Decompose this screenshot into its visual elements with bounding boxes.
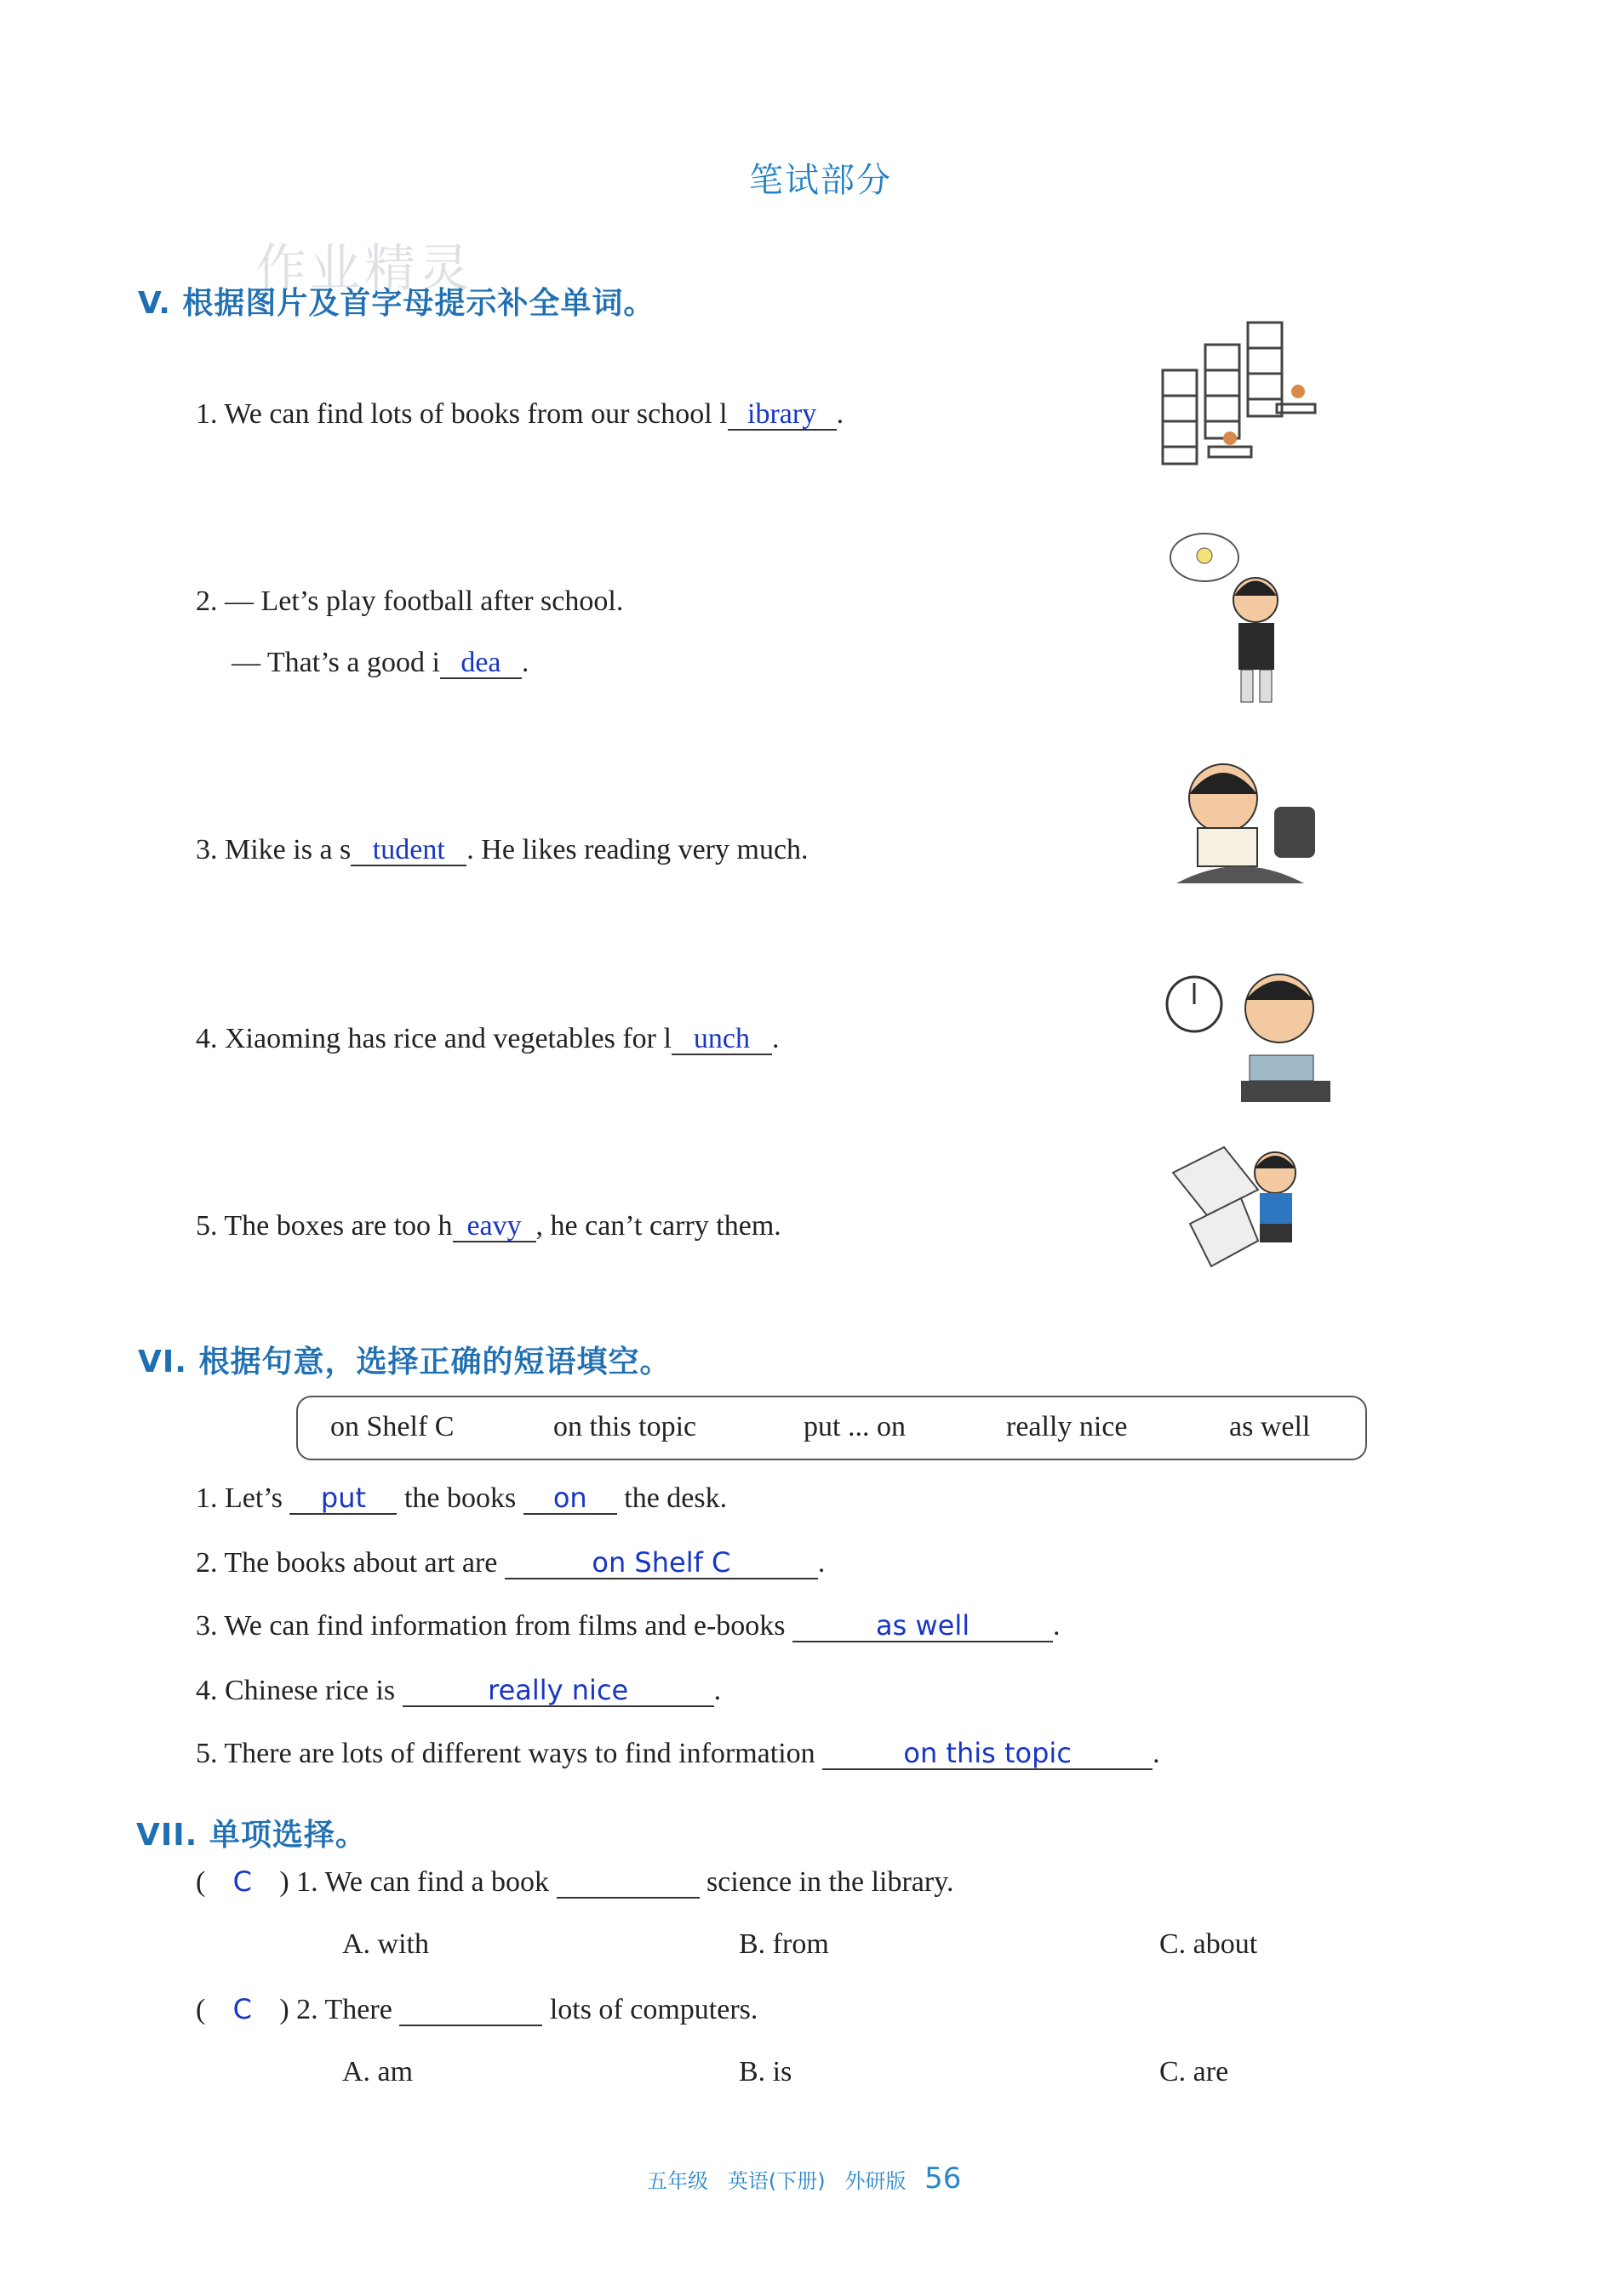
s7-q2-answer[interactable]: C (232, 1993, 252, 2025)
s7-q1-option-b[interactable]: B. from (739, 1928, 829, 1960)
s5-item-2b: — That’s a good i dea . (232, 647, 529, 678)
phrase-on-shelf-c: on Shelf C (330, 1411, 455, 1442)
footer-subject: 英语 (727, 2169, 769, 2193)
s7-q1-option-a[interactable]: A. with (342, 1928, 429, 1960)
s5-blank-4[interactable]: unch (672, 1025, 772, 1055)
phrase-on-this-topic: on this topic (553, 1411, 697, 1442)
footer-edition: 外研版 (844, 2169, 907, 2193)
s7-q1-option-c[interactable]: C. about (1159, 1928, 1258, 1960)
page-number: 56 (924, 2162, 962, 2196)
s5-blank-1[interactable]: ibrary (728, 400, 837, 431)
s6-q3-blank[interactable]: as well (792, 1612, 1053, 1642)
s5-blank-2[interactable]: dea (440, 648, 522, 679)
boy-idea-picture-icon (1166, 528, 1311, 706)
s6-q1-blank-2[interactable]: on (523, 1484, 617, 1515)
student-reading-picture-icon (1159, 756, 1321, 900)
s6-question-4: 4. Chinese rice is really nice . (196, 1674, 722, 1706)
s6-q5-blank[interactable]: on this topic (822, 1739, 1153, 1770)
s7-q1-answer[interactable]: C (232, 1865, 252, 1898)
s5-item-2a: 2. — Let’s play football after school. (196, 585, 624, 617)
phrase-put-on: put ... on (804, 1411, 906, 1442)
s5-item-3: 3. Mike is a s tudent . He likes reading very much. (196, 834, 809, 865)
s6-question-1: 1. Let’s put the books on the desk. (196, 1482, 728, 1514)
section-6-heading: VI. 根据句意，选择正确的短语填空。 (138, 1345, 672, 1379)
s7-q2-blank (399, 1996, 542, 2026)
page-footer (647, 2162, 961, 2196)
s5-blank-5[interactable]: eavy (453, 1212, 536, 1242)
s5-item-1: 1. We can find lots of books from our school l ibrary . (196, 398, 844, 430)
s5-item-5: 5. The boxes are too h eavy , he can’t carry them. (196, 1210, 781, 1242)
phrase-as-well: as well (1229, 1411, 1311, 1442)
phrase-bank (296, 1396, 1367, 1460)
watermark: 作业精灵 (255, 239, 473, 299)
s6-q2-blank[interactable]: on Shelf C (505, 1549, 818, 1579)
section-5-heading: V. 根据图片及首字母提示补全单词。 (138, 286, 655, 321)
footer-volume: (下册) (768, 2169, 826, 2193)
s6-q1-blank-1[interactable]: put (289, 1484, 397, 1515)
s6-question-5: 5. There are lots of different ways to find information on this topic . (196, 1737, 1160, 1769)
s7-q2-option-b[interactable]: B. is (739, 2056, 792, 2088)
heavy-boxes-picture-icon (1164, 1139, 1318, 1279)
s7-q1-blank (557, 1868, 700, 1899)
s5-item-4: 4. Xiaoming has rice and vegetables for l unch . (196, 1023, 780, 1054)
s6-question-2: 2. The books about art are on Shelf C . (196, 1546, 826, 1579)
s7-question-2: ( C ) 2. There lots of computers. (196, 1993, 758, 2025)
s5-blank-3[interactable]: tudent (351, 836, 466, 866)
page-title: 笔试部分 (749, 161, 892, 200)
s6-question-3: 3. We can find information from films and e-books as well . (196, 1609, 1061, 1642)
phrase-really-nice: really nice (1006, 1411, 1128, 1442)
library-picture-icon (1158, 311, 1319, 481)
s7-q2-option-c[interactable]: C. are (1159, 2056, 1229, 2088)
section-7-heading: VII. 单项选择。 (136, 1818, 367, 1853)
s7-q2-option-a[interactable]: A. am (342, 2056, 414, 2088)
footer-grade: 五年级 (647, 2169, 708, 2193)
s7-question-1: ( C ) 1. We can find a book science in the library. (196, 1865, 954, 1898)
s6-q4-blank[interactable]: really nice (403, 1676, 714, 1707)
lunch-clock-picture-icon (1164, 962, 1335, 1106)
